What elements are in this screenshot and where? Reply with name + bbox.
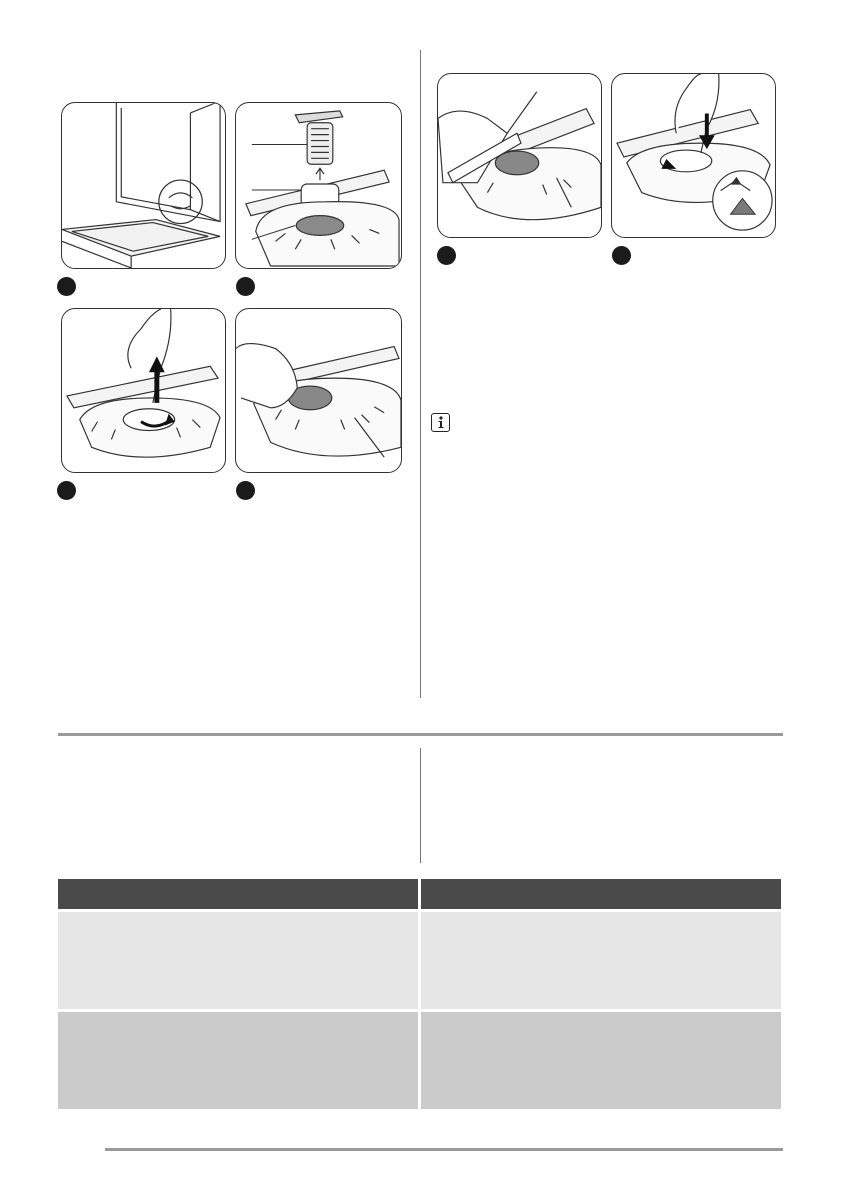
footer-rule — [105, 1148, 783, 1151]
table-row — [58, 911, 781, 1011]
table-cell — [58, 1011, 420, 1110]
table-cell — [420, 1011, 782, 1110]
step-marker-3 — [57, 481, 76, 500]
info-icon — [431, 413, 450, 432]
insert-flat-filter-illustration — [438, 74, 601, 237]
troubleshooting-table — [58, 879, 781, 1109]
step-marker-6 — [612, 246, 631, 265]
remove-filter-illustration — [62, 309, 225, 472]
table-row — [58, 1011, 781, 1110]
lock-filter-illustration — [612, 74, 775, 237]
figure-clean-flat-filter — [235, 308, 402, 473]
table-cell — [420, 911, 782, 1011]
figure-dishwasher-open — [61, 102, 226, 269]
info-glyph-icon — [436, 416, 446, 429]
table-header-cell — [420, 879, 782, 911]
clean-flat-filter-illustration — [236, 309, 401, 472]
column-divider-top — [420, 50, 421, 698]
table-header-row — [58, 879, 781, 911]
step-marker-1 — [57, 277, 76, 296]
column-divider-bottom — [420, 748, 421, 863]
table-cell — [58, 911, 420, 1011]
step-marker-4 — [236, 481, 255, 500]
step-marker-5 — [437, 246, 456, 265]
figure-remove-filter — [61, 308, 226, 473]
section-rule — [58, 733, 783, 736]
filter-assembly-exploded-illustration — [236, 103, 401, 268]
figure-insert-flat-filter — [437, 73, 602, 238]
step-marker-2 — [236, 277, 255, 296]
table-header-cell — [58, 879, 420, 911]
figure-lock-filter — [611, 73, 776, 238]
dishwasher-open-door-illustration — [62, 103, 225, 268]
figure-filter-assembly — [235, 102, 402, 269]
